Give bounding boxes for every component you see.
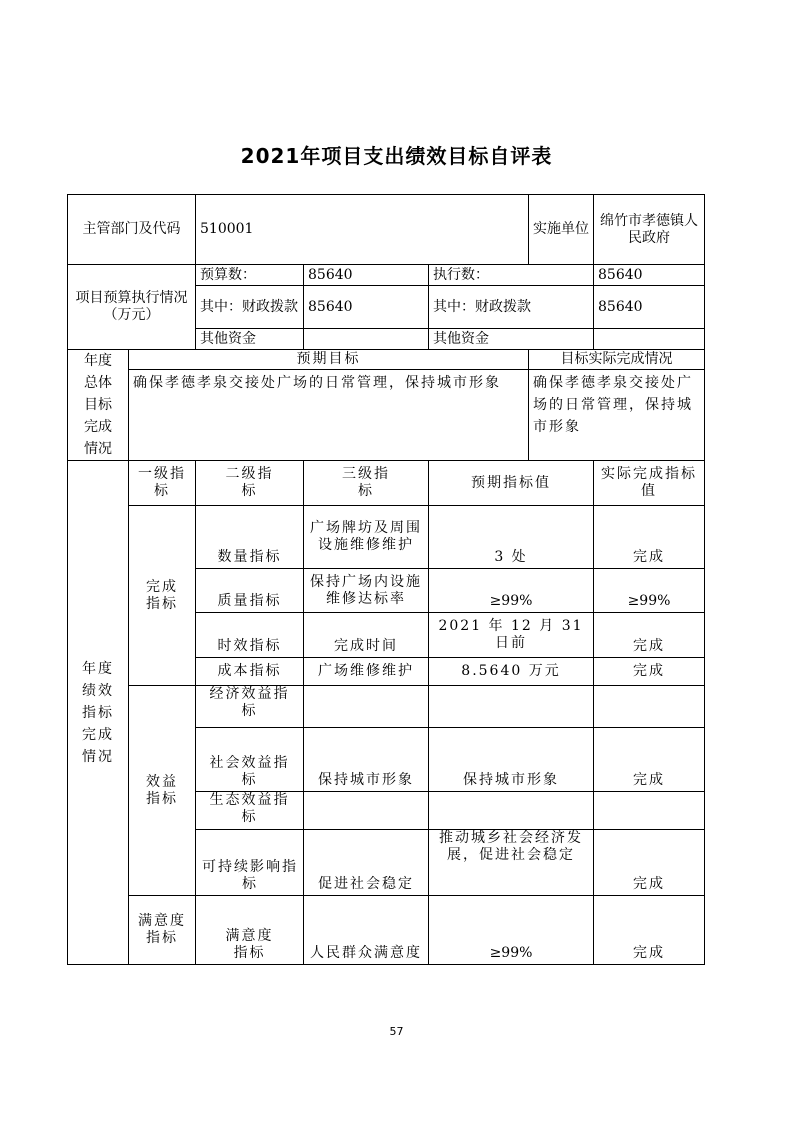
row-expected: 3 处 xyxy=(429,506,594,569)
row-l3: 保持广场内设施维修达标率 xyxy=(304,569,429,613)
row-expected: 8.5640 万元 xyxy=(429,658,594,686)
among-exec-label-cell xyxy=(429,286,594,329)
page-number: 57 xyxy=(389,1025,404,1038)
unit-label-cell xyxy=(529,195,594,265)
col-level3-cell xyxy=(304,461,429,506)
performance-table xyxy=(67,194,705,965)
group-benefit-cell xyxy=(129,686,196,896)
col-level2-cell xyxy=(196,461,304,506)
col-level3: 三级指标 xyxy=(342,466,390,499)
other-exec-label-cell xyxy=(429,329,594,350)
row-actual: 完成 xyxy=(594,896,705,965)
budget-label: 预算数： xyxy=(200,266,256,283)
actual-goal-header: 目标实际完成情况 xyxy=(560,351,673,368)
among-exec-value-cell xyxy=(594,286,705,329)
row-l2: 质量指标 xyxy=(196,569,304,613)
actual-goal-header-cell xyxy=(529,350,705,370)
row-l3: 广场维修维护 xyxy=(304,658,429,686)
dept-label: 主管部门及代码 xyxy=(82,221,181,237)
row-actual: ≥99% xyxy=(594,569,705,613)
budget-value-cell xyxy=(304,265,429,286)
annual-goal-section-cell xyxy=(68,350,129,461)
exec-value-cell xyxy=(594,265,705,286)
expected-goal-header-cell xyxy=(129,350,529,370)
row-l2: 社会效益指标 xyxy=(196,728,304,792)
row-l2: 数量指标 xyxy=(196,506,304,569)
among-label-cell xyxy=(196,286,304,329)
other-label-cell xyxy=(196,329,304,350)
exec-label-cell xyxy=(429,265,594,286)
row-actual xyxy=(594,686,705,728)
col-actual-cell xyxy=(594,461,705,506)
actual-goal-cell xyxy=(529,370,705,461)
row-l2: 成本指标 xyxy=(196,658,304,686)
col-actual: 实际完成指标值 xyxy=(601,466,698,499)
row-actual xyxy=(594,792,705,830)
row-l2: 生态效益指标 xyxy=(196,792,304,830)
budget-label-cell xyxy=(196,265,304,286)
row-expected: ≥99% xyxy=(429,896,594,965)
row-l3: 完成时间 xyxy=(304,613,429,658)
indicators-section-label: 年度绩效指标完成情况 xyxy=(82,660,114,765)
other-exec-value-cell xyxy=(594,329,705,350)
annual-goal-label: 年度总体目标完成情况 xyxy=(84,353,112,457)
unit-value-cell xyxy=(594,195,705,265)
row-l2: 满意度指标 xyxy=(196,896,304,965)
exec-value: 85640 xyxy=(598,266,643,283)
row-expected: 保持城市形象 xyxy=(429,728,594,792)
row-l3: 促进社会稳定 xyxy=(304,830,429,896)
indicators-section-cell xyxy=(68,461,129,965)
col-level1: 一级指标 xyxy=(138,466,186,499)
row-l3: 广场牌坊及周围设施维修维护 xyxy=(304,506,429,569)
group-completion-cell xyxy=(129,506,196,686)
exec-label: 执行数： xyxy=(433,266,489,283)
page-title: 2021年项目支出绩效目标自评表 xyxy=(240,144,553,168)
col-level1-cell xyxy=(129,461,196,506)
row-actual: 完成 xyxy=(594,658,705,686)
group-completion-label: 完成指标 xyxy=(146,578,178,612)
row-l2: 可持续影响指标 xyxy=(196,830,304,896)
expected-goal-cell xyxy=(129,370,529,461)
dept-code: 510001 xyxy=(200,221,254,237)
row-actual: 完成 xyxy=(594,830,705,896)
row-expected xyxy=(429,686,594,728)
unit-label: 实施单位 xyxy=(533,221,590,237)
actual-goal-text: 确保孝德孝泉交接处广场的日常管理，保持城市形象 xyxy=(533,375,694,436)
dept-code-cell xyxy=(196,195,529,265)
col-expected: 预期指标值 xyxy=(471,474,551,491)
row-actual: 完成 xyxy=(594,728,705,792)
dept-label-cell xyxy=(68,195,196,265)
group-satisfaction-label: 满意度指标 xyxy=(138,913,186,946)
among-exec-label: 其中：财政拨款 xyxy=(433,298,531,315)
row-expected: ≥99% xyxy=(429,569,594,613)
row-l3 xyxy=(304,792,429,830)
row-actual: 完成 xyxy=(594,613,705,658)
budget-value: 85640 xyxy=(308,266,353,283)
unit-value: 绵竹市孝德镇人民政府 xyxy=(600,212,699,246)
among-exec-value: 85640 xyxy=(598,298,643,315)
row-l2: 经济效益指标 xyxy=(196,686,304,728)
group-satisfaction-cell xyxy=(129,896,196,965)
group-benefit-label: 效益指标 xyxy=(146,773,178,807)
row-l3 xyxy=(304,686,429,728)
col-level2: 二级指标 xyxy=(225,466,274,499)
among-label: 其中：财政拨款 xyxy=(200,298,298,315)
other-label: 其他资金 xyxy=(200,330,256,347)
col-expected-cell xyxy=(429,461,594,506)
row-actual: 完成 xyxy=(594,506,705,569)
budget-section-cell xyxy=(68,265,196,350)
expected-goal-header: 预期目标 xyxy=(296,351,361,368)
among-budget-value: 85640 xyxy=(308,298,353,315)
budget-section-label: 项目预算执行情况（万元） xyxy=(75,290,188,323)
among-budget-cell xyxy=(304,286,429,329)
row-expected: 2021 年 12 月 31 日前 xyxy=(429,613,594,658)
row-l3: 人民群众满意度 xyxy=(304,896,429,965)
other-budget-cell xyxy=(304,329,429,350)
row-l3: 保持城市形象 xyxy=(304,728,429,792)
expected-goal-text: 确保孝德孝泉交接处广场的日常管理，保持城市形象 xyxy=(133,375,501,392)
row-expected: 推动城乡社会经济发展，促进社会稳定 xyxy=(429,830,594,896)
row-l2: 时效指标 xyxy=(196,613,304,658)
row-expected xyxy=(429,792,594,830)
other-exec-label: 其他资金 xyxy=(433,330,489,347)
